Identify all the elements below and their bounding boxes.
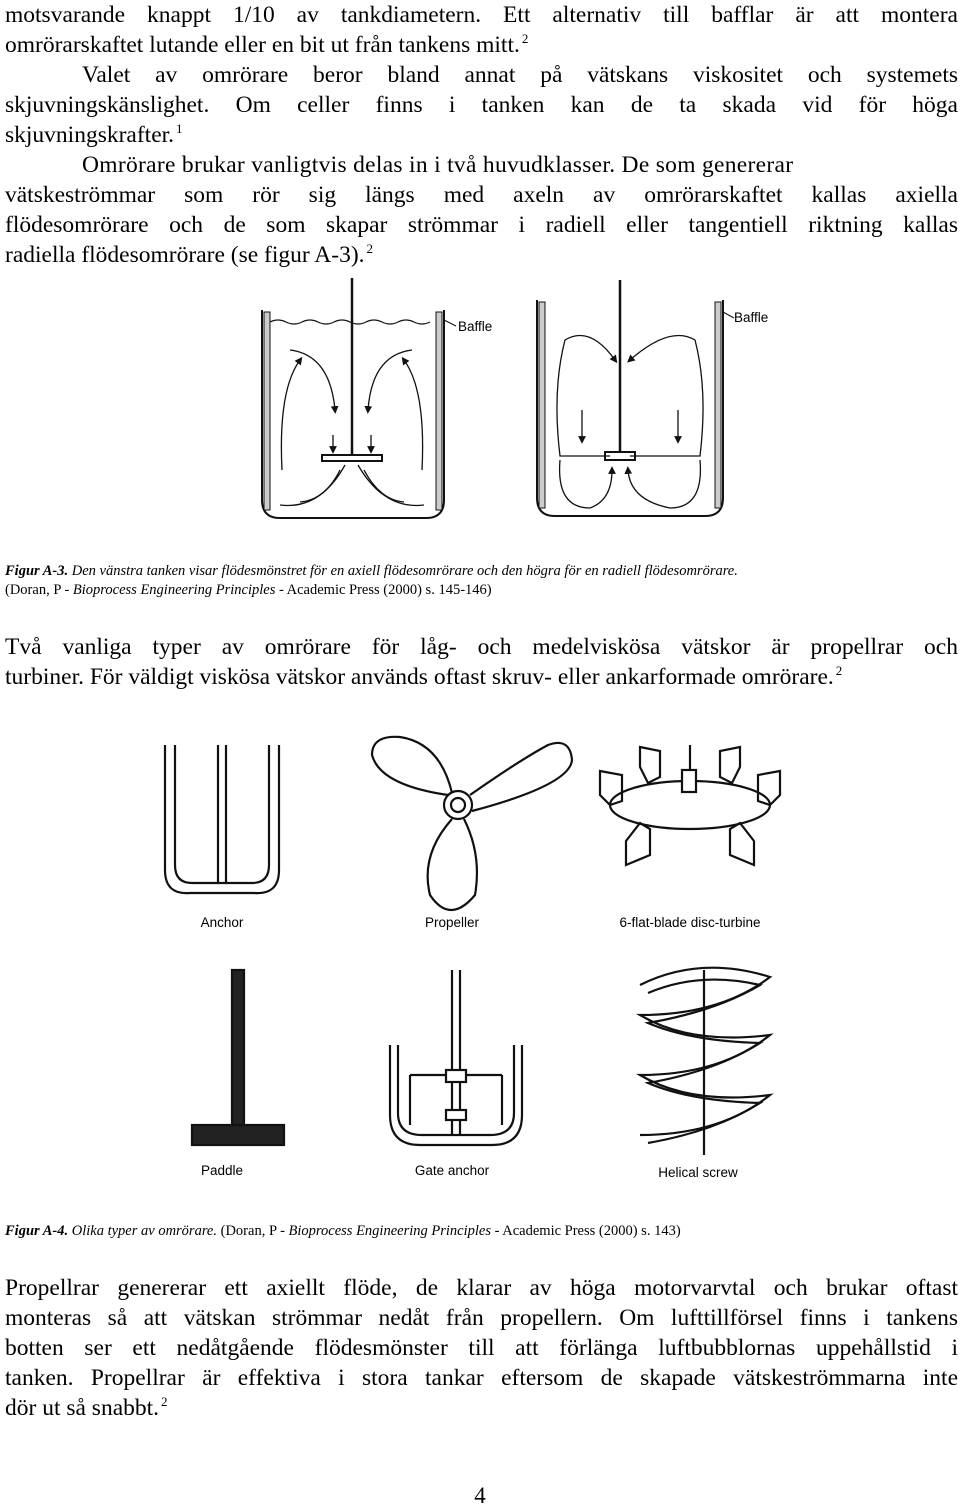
axial-flow-tank — [262, 278, 444, 518]
text-line: botten ser ett nedåtgående flödesmönster till att förlänga luftbubblornas uppehållstid i — [5, 1335, 958, 1361]
text-line: monteras så att vätskan strömmar nedåt från propellern. Om lufttillförsel finns i tankens — [5, 1305, 958, 1331]
figure-a3-caption — [5, 561, 955, 581]
anchor-label: Anchor — [200, 915, 244, 930]
footnote-ref: 2 — [366, 241, 374, 256]
text-line: flödesomrörare och de som skapar strömmar i radiell eller tangentiell riktning kallas — [5, 212, 958, 238]
propeller-impeller — [372, 737, 572, 910]
text-line: Valet av omrörare beror bland annat på vätskans viskositet och systemets — [82, 62, 958, 88]
text-line: Två vanliga typer av omrörare för låg- och medelviskösa vätskor är propellrar och — [5, 634, 958, 660]
text-line: tanken. Propellrar är effektiva i stora tankar eftersom de skapade vätskeströmmarna inte — [5, 1365, 958, 1391]
figure-a3-tanks — [0, 270, 960, 560]
disc-turbine-impeller — [600, 745, 780, 865]
caption-label: Figur A-4. — [5, 1223, 69, 1239]
text-line: skjuvningskrafter. $^1$ — [5, 121, 183, 148]
page-number: 4 — [474, 1483, 486, 1508]
text-line: motsvarande knappt 1/10 av tankdiametern. Ett alternativ till bafflar är att montera — [5, 2, 958, 28]
text-line: Propellrar genererar ett axiellt flöde, de klarar av höga motorvarvtal och brukar oftast — [5, 1275, 958, 1301]
text-line: vätskeströmmar som rör sig längs med axeln av omrörarskaftet kallas axiella — [5, 182, 958, 208]
caption-text: Olika typer av omrörare. — [68, 1223, 217, 1239]
paragraph-intro — [5, 0, 958, 270]
caption-text: Den vänstra tanken visar flödesmönstret för en axiell flödesomrörare och den högra för en radiell flödesomrörare. — [68, 563, 738, 579]
footnote-ref: 2 — [161, 1394, 168, 1409]
anchor-impeller — [165, 745, 279, 893]
footnote-ref: 2 — [521, 31, 529, 46]
turbine-label: 6-flat-blade disc-turbine — [619, 915, 761, 930]
paragraph-impeller-types — [5, 632, 958, 692]
footnote-ref: 1 — [176, 121, 183, 136]
helical-screw-impeller — [640, 968, 770, 1155]
footnote-ref: 2 — [835, 663, 843, 678]
baffle-label-left: Baffle — [458, 319, 493, 334]
text-line: omrörarskaftet lutande eller en bit ut från tankens mitt. $^2$ — [5, 31, 529, 58]
gate-anchor-impeller — [390, 970, 522, 1145]
text-line: turbiner. För väldigt viskösa vätskor används oftast skruv- eller ankarformade omrörare. $^2$ — [5, 663, 843, 690]
figure-a3-source: (Doran, P - Bioprocess Engineering Principles - Academic Press (2000) s. 145-146) — [5, 582, 492, 598]
caption-label: Figur A-3. — [5, 563, 69, 579]
paddle-label: Paddle — [200, 1163, 244, 1178]
gate-anchor-label: Gate anchor — [414, 1163, 490, 1178]
helical-screw-label: Helical screw — [658, 1165, 738, 1180]
text-line: Omrörare brukar vanligtvis delas in i två huvudklasser. De som genererar — [82, 152, 794, 178]
radial-flow-tank — [537, 280, 723, 516]
propeller-label: Propeller — [424, 915, 480, 930]
paragraph-propellers — [5, 1273, 958, 1423]
baffle-label-right: Baffle — [734, 310, 769, 325]
text-line: dör ut så snabbt. $^2$ — [5, 1394, 168, 1421]
figure-a4-caption: Figur A-4. Olika typer av omrörare. (Doran, P - Bioprocess Engineering Principles - Academic Press (2000) s. 143) — [5, 1223, 681, 1239]
source-title: Bioprocess Engineering Principles — [72, 582, 276, 598]
text-line: skjuvningskänslighet. Om celler finns i tanken kan de ta skada vid för höga — [5, 92, 958, 118]
figure-a4-impellers — [0, 715, 960, 1195]
paddle-impeller — [192, 970, 284, 1145]
text-line: radiella flödesomrörare (se figur A-3). $^2$ — [5, 241, 374, 268]
source-title: Bioprocess Engineering Principles — [288, 1223, 491, 1239]
